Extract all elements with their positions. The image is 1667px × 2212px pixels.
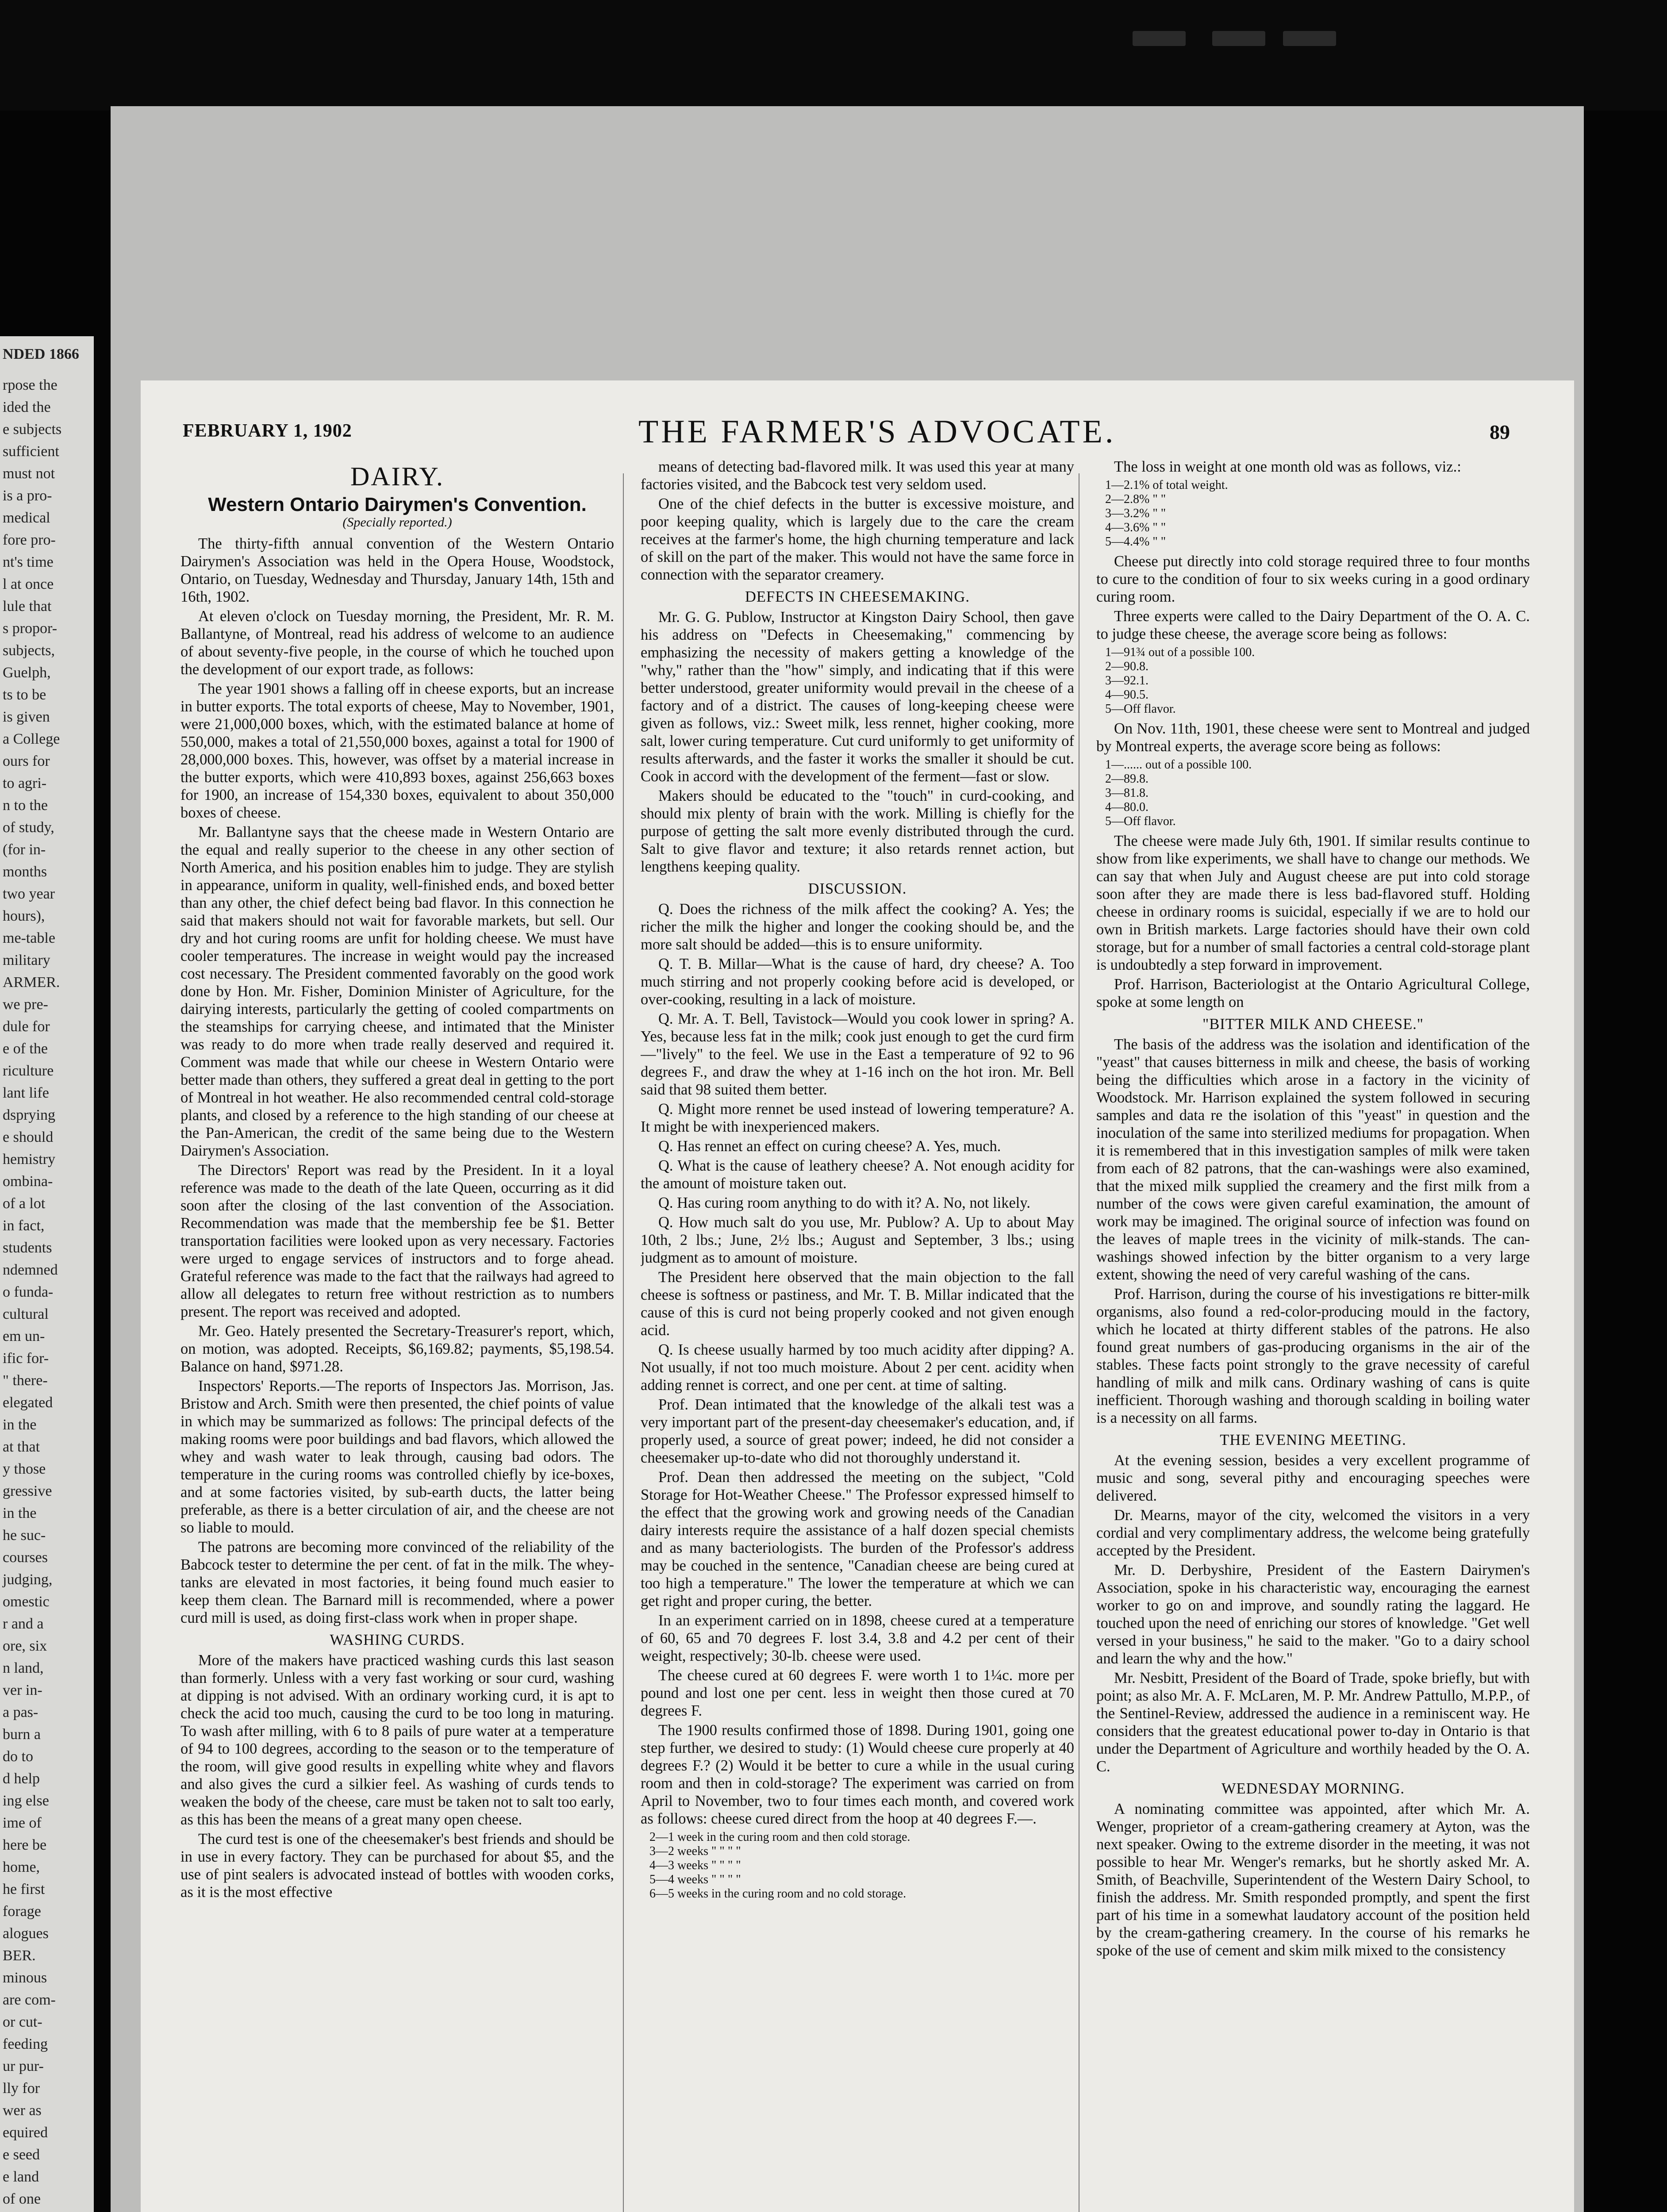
column-2 <box>641 458 1074 2212</box>
strip-line: gressive <box>3 1483 52 1499</box>
table-row: 3—2 weeks " " " " <box>649 1844 741 1858</box>
strip-line: to agri- <box>3 775 47 791</box>
strip-line: cultural <box>3 1306 49 1322</box>
article-paragraph: The cheese were made July 6th, 1901. If similar results continue to show from like experiments, we shall have to change our methods. We can say that when July and August cheese are put into cold storage soon after they are made there is less bad-flavored stuff. Holding cheese in ordinary rooms is suicidal, especially if we are to hold our own in British markets. Large factories should have their own cold storage, but for a number of small factories a central cold-storage plant is undoubtedly a step forward in improvement. <box>1096 833 1530 973</box>
table-row: 3—92.1. <box>1105 674 1148 687</box>
film-sprocket <box>1212 31 1265 46</box>
article-paragraph: Prof. Harrison, Bacteriologist at the Ontario Agricultural College, spoke at some length on <box>1096 976 1530 1010</box>
strip-line: ours for <box>3 753 50 769</box>
article-paragraph: Prof. Harrison, during the course of his investigations re bitter-milk organisms, also found a red-color-producing mould in the factory, which he located at thirty different stables of the patrons. He also found great numbers of gas-producing organisms in the air of the stables. These facts point strongly to the grave necessity of careful handling of milk and milk cans. Ordinary washing of cans is quite inefficient. Thorough washing and thorough scalding in boiling water is a necessity on all farms. <box>1096 1286 1530 1426</box>
strip-line: feeding <box>3 2036 48 2052</box>
strip-line: me-table <box>3 930 55 946</box>
strip-line: riculture <box>3 1063 54 1079</box>
column-1 <box>181 458 614 2212</box>
strip-line: are com- <box>3 1992 56 2008</box>
strip-line: a pas- <box>3 1704 38 1720</box>
article-paragraph: The patrons are becoming more convinced of the reliability of the Babcock tester to determine the per cent. of fat in the milk. The whey-tanks are elevated in most factories, it being found much easier to keep them clean. The Barnard mill is recommended, where a power curd mill is used, as doing first-class work when in proper shape. <box>181 1539 614 1626</box>
article-paragraph: The Directors' Report was read by the President. In it a loyal reference was made to the death of the late Queen, occurring as it did soon after the closing of the last convention of the Association. Recommendation was made that the membership fee be $1. Better transportation facilities were looked upon as very necessary. Factories were urged to engage services of instructors and to forge ahead. Grateful reference was made to the fact that the railways had agreed to allow all delegates to return free without restriction as to numbers present. The report was received and adopted. <box>181 1162 614 1320</box>
article-paragraph: Q. Has curing room anything to do with it? A. No, not likely. <box>658 1194 1031 1211</box>
table-row: 5—Off flavor. <box>1105 814 1176 828</box>
strip-line: home, <box>3 1859 40 1875</box>
article-paragraph: More of the makers have practiced washing curds this last season than formerly. Unless with a very fast working or sour curd, washing at dipping is not advised. With an ordinary working curd, it is apt to check the acid too much, causing the curd to be too long in maturing. To wash after milling, with 6 to 8 pails of pure water at a temperature of 94 to 100 degrees, according to the season or to the temperature of the room, will give good results in expelling white whey and flavors and also gives the curd a silkier feel. As washing of curds tends to weaken the body of the cheese, care must be taken not to salt too early, as this has been the means of a great many open cheese. <box>181 1652 614 1828</box>
table-row: 2—2.8% " " <box>1105 492 1166 506</box>
article-paragraph: Dr. Mearns, mayor of the city, welcomed the visitors in a very cordial and very complimentary address, the welcome being gratefully accepted by the President. <box>1096 1507 1530 1559</box>
strip-line: ndemned <box>3 1262 58 1278</box>
strip-line: ime of <box>3 1815 42 1831</box>
strip-line: equired <box>3 2124 48 2141</box>
strip-line: months <box>3 864 47 880</box>
strip-line: in the <box>3 1417 37 1433</box>
strip-line: (for in- <box>3 841 46 858</box>
table-row: 4—3.6% " " <box>1105 521 1166 534</box>
paragraph-group <box>1096 720 1530 755</box>
strip-line: medical <box>3 510 50 526</box>
issue-date: FEBRUARY 1, 1902 <box>183 421 352 441</box>
page-number: 89 <box>1490 421 1510 443</box>
strip-line: lant life <box>3 1085 49 1101</box>
article-paragraph: Q. Mr. A. T. Bell, Tavistock—Would you cook lower in spring? A. Yes, because less fat in the milk; cook just enough to get the curd firm—"lively" to the feel. We use in the East a temperature of 92 to 96 degrees F., and draw the whey at 1-16 inch on the hot iron. Mr. Bell said that 98 suited them better. <box>641 1010 1074 1098</box>
strip-line: at that <box>3 1439 40 1455</box>
strip-line: lule that <box>3 598 52 614</box>
strip-line: dule for <box>3 1018 50 1035</box>
strip-line: wer as <box>3 2102 42 2119</box>
strip-line: of one <box>3 2191 41 2207</box>
strip-line: alogues <box>3 1925 49 1942</box>
strip-line: two year <box>3 886 55 902</box>
table-row: 5—4 weeks " " " " <box>649 1873 741 1886</box>
film-sprocket <box>1133 31 1186 46</box>
strip-line: d help <box>3 1770 40 1787</box>
column-rule <box>623 473 624 2212</box>
subheading: THE EVENING MEETING. <box>1220 1432 1406 1448</box>
strip-line: Guelph, <box>3 664 51 681</box>
strip-line: we pre- <box>3 996 48 1013</box>
table-row: 2—1 week in the curing room and then cold storage. <box>649 1830 910 1844</box>
article-paragraph: At eleven o'clock on Tuesday morning, the President, Mr. R. M. Ballantyne, of Montreal, read his address of welcome to an audience of about seventy-five people, in the course of which he touched upon the development of our export trade, as follows: <box>181 608 614 678</box>
paragraph-group <box>1096 1036 1530 1427</box>
table-row: 2—89.8. <box>1105 772 1148 786</box>
strip-line: e subjects <box>3 421 62 438</box>
article-paragraph: In an experiment carried on in 1898, cheese cured at a temperature of 60, 65 and 70 degrees F. lost 3.4, 3.8 and 4.2 per cent of their weight, respectively; 30-lb. cheese were used. <box>641 1612 1074 1664</box>
strip-line: in fact, <box>3 1217 45 1234</box>
strip-line: ing else <box>3 1793 49 1809</box>
strip-line: here be <box>3 1837 47 1853</box>
article-paragraph: Q. T. B. Millar—What is the cause of hard, dry cheese? A. Too much stirring and not properly cooking before acid is developed, or over-cooking, resulting in a lack of moisture. <box>641 956 1074 1008</box>
paragraph-group <box>641 608 1074 876</box>
table-row: 5—Off flavor. <box>1105 702 1176 716</box>
article-paragraph: The cheese cured at 60 degrees F. were worth 1 to 1¼c. more per pound and lost one per cent. less in weight then those cured at 70 degrees F. <box>641 1667 1074 1719</box>
strip-line: em un- <box>3 1328 45 1344</box>
strip-line: fore pro- <box>3 532 56 548</box>
strip-line: l at once <box>3 576 54 592</box>
strip-line: subjects, <box>3 642 55 659</box>
table-row: 3—3.2% " " <box>1105 507 1166 520</box>
strip-line: o funda- <box>3 1284 54 1300</box>
strip-line: ific for- <box>3 1350 49 1367</box>
page-header <box>183 414 1519 450</box>
paragraph-group <box>641 458 1074 584</box>
strip-line: ur pur- <box>3 2058 44 2074</box>
strip-line: in the <box>3 1505 37 1521</box>
strip-line: is given <box>3 709 50 725</box>
article-paragraph: Mr. Nesbitt, President of the Board of Trade, spoke briefly, but with point; as also Mr. A. F. McLaren, M. P. Mr. Andrew Pattullo, M.P.P., of the Sentinel-Review, addressed the audience in a reminiscent way. He considers that the greatest educational power to-day in Ontario is that under the Department of Agriculture and worthily headed by the O. A. C. <box>1096 1670 1530 1775</box>
strip-line: dsprying <box>3 1107 55 1123</box>
article-paragraph: The thirty-fifth annual convention of the Western Ontario Dairymen's Association was held in the Opera House, Woodstock, Ontario, on Tuesday, Wednesday and Thursday, January 14th, 15th and 16th, 1902. <box>181 535 614 605</box>
table-row: 6—5 weeks in the curing room and no cold storage. <box>649 1887 906 1901</box>
article-title: Western Ontario Dairymen's Convention. <box>208 494 587 515</box>
strip-line: ombina- <box>3 1173 53 1190</box>
table-row: 1—2.1% of total weight. <box>1105 478 1228 492</box>
strip-line: e seed <box>3 2147 40 2163</box>
article-paragraph: Cheese put directly into cold storage required three to four months to cure to the condition of four to six weeks curing in a good ordinary curing room. <box>1096 553 1530 605</box>
column-3 <box>1096 458 1530 2212</box>
subheading: "BITTER MILK AND CHEESE." <box>1202 1016 1424 1033</box>
strip-header: NDED 1866 <box>3 346 79 362</box>
paragraph-group <box>1096 458 1530 476</box>
strip-line: courses <box>3 1549 48 1566</box>
strip-line: e land <box>3 2169 39 2185</box>
table-row: 4—80.0. <box>1105 800 1148 814</box>
strip-line: hemistry <box>3 1151 55 1167</box>
strip-line: ARMER. <box>3 974 60 991</box>
table-row: 2—90.8. <box>1105 660 1148 673</box>
strip-line: r and a <box>3 1616 44 1632</box>
strip-line: ts to be <box>3 687 46 703</box>
article-paragraph: Mr. Geo. Hately presented the Secretary-Treasurer's report, which, on motion, was adopted. Receipts, $6,169.82; payments, $5,198.54. Balance on hand, $971.28. <box>181 1323 614 1375</box>
article-paragraph: Q. How much salt do you use, Mr. Publow? A. Up to about May 10th, 2 lbs.; June, 2½ lbs.; August and September, 3 lbs.; using judgment as to amount of moisture. <box>641 1214 1074 1266</box>
paragraph-group <box>181 535 614 1627</box>
strip-line: he suc- <box>3 1527 46 1544</box>
strip-line: BER. <box>3 1947 36 1964</box>
strip-line: elegated <box>3 1394 53 1411</box>
article-paragraph: Mr. G. G. Publow, Instructor at Kingston Dairy School, then gave his address on "Defects in Cheesemaking," commencing by emphasizing the necessity of makers getting a knowledge of the "why," rather than the "how" simply, and indicating that if this were better understood, greater uniformity would prevail in the cheese of a factory and of a district. The causes of long-keeping cheese were given as follows, viz.: Sweet milk, less rennet, higher cooking, more salt, lower curing temperature. Cut curd uniformly to get uniformity of results afterwards, and the faster it works the smaller it should be cut. Cook in accord with the development of the ferment—fast or slow. <box>641 609 1074 785</box>
strip-line: is a pro- <box>3 488 52 504</box>
strip-line: ore, six <box>3 1638 47 1654</box>
article-paragraph: Three experts were called to the Dairy Department of the O. A. C. to judge these cheese, the average score being as follows: <box>1096 608 1530 642</box>
strip-line: students <box>3 1240 52 1256</box>
strip-line: omestic <box>3 1594 50 1610</box>
strip-line: e of the <box>3 1041 48 1057</box>
strip-line: do to <box>3 1748 33 1765</box>
strip-line: of a lot <box>3 1195 46 1212</box>
film-sprocket <box>1283 31 1336 46</box>
paragraph-group <box>641 900 1074 1828</box>
table-row: 1—...... out of a possible 100. <box>1105 758 1252 772</box>
strip-line: ided the <box>3 399 51 415</box>
article-paragraph: Q. Is cheese usually harmed by too much acidity after dipping? A. Not usually, if not too much moisture. About 2 per cent. acidity when adding rennet is correct, and one per cent. at time of salting. <box>641 1341 1074 1394</box>
article-paragraph: Makers should be educated to the "touch" in curd-cooking, and should mix plenty of brain with the work. Milling is chiefly for the purpose of getting the salt more evenly distributed through the curd. Salt to give flavor and texture; it also retards rennet action, but lengthens keeping quality. <box>641 787 1074 875</box>
strip-line: or cut- <box>3 2014 42 2030</box>
article-paragraph: One of the chief defects in the butter is excessive moisture, and poor keeping quality, which is largely due to the care the cream receives at the farmer's home, the high churning temperature and lack of skill on the part of the maker. This would not have the same force in connection with the separator creamery. <box>641 495 1074 583</box>
paragraph-group <box>1096 553 1530 643</box>
film-border-top <box>0 0 1667 111</box>
strip-line: " there- <box>3 1372 48 1389</box>
section-heading: DAIRY. <box>350 462 444 491</box>
strip-line: n land, <box>3 1660 44 1676</box>
subheading: WEDNESDAY MORNING. <box>1221 1780 1405 1797</box>
weight-loss-list <box>1096 478 1530 549</box>
strip-line: e should <box>3 1129 54 1145</box>
paragraph-group <box>1096 832 1530 1011</box>
strip-line: y those <box>3 1461 46 1477</box>
paragraph-group <box>181 1651 614 1901</box>
article-paragraph: At the evening session, besides a very excellent programme of music and song, several pithy and encouraging speeches were delivered. <box>1096 1452 1530 1504</box>
article-paragraph: The loss in weight at one month old was as follows, viz.: <box>1114 458 1461 475</box>
article-paragraph: Mr. Ballantyne says that the cheese made in Western Ontario are the equal and really superior to the cheese in any other section of North America, and his position enables him to judge. They are stylish in appearance, uniform in quality, well-finished ends, and boxed better than any other, the chief defect being bad flavor. In this connection he said that makers should not wait for favorable markets, but sell. Our dry and hot curing rooms are unfit for holding cheese. We must have cooler temperatures. The increase in weight would pay the increased cost necessary. The President commented favorably on the good work done by Hon. Mr. Fisher, Dominion Minister of Agriculture, for the dairying interests, particularly the getting of cooled compartments on the steamships for carrying cheese, and intimated that the Minister was ready to do more when trade really deserved and required it. Comment was made that while our cheese in Western Ontario were better made than others, they suffered a great deal in getting to the port of Montreal in hot weather. He also recommended central cold-storage plants, and closed by a reference to the high standing of our cheese at the Pan-American, the credit of the same being due to the Western Dairymen's Association. <box>181 824 614 1159</box>
article-paragraph: Q. Does the richness of the milk affect the cooking? A. Yes; the richer the milk the higher and longer the cooking should be, and the more salt should be added—this is to ensure uniformity. <box>641 901 1074 953</box>
article-paragraph: The basis of the address was the isolation and identification of the "yeast" that causes bitterness in milk and cheese, the basis of working being the difficulties which arose in a factory in the vicinity of Woodstock. Mr. Harrison explained the system followed in securing samples and data re the isolation of this "yeast" in question and the inoculation of the same into sterilized mediums for propagation. When it is remembered that in this investigation samples of milk were taken from each of 82 patrons, that the can-washings were also examined, that the mixed milk supplied the creamery and the first milk from a number of the cows were given careful examination, the amount of work may be imagined. The original source of infection was found on the leaves of maple trees in the vicinity of milk-stands. The can-washings showed infection by the bitter organism to a very large extent, showing the need of very careful washing of the cans. <box>1096 1036 1530 1283</box>
article-paragraph: Prof. Dean then addressed the meeting on the subject, "Cold Storage for Hot-Weather Cheese." The Professor expressed himself to the effect that the growing work and growing needs of the Canadian dairy interests require the assistance of a half dozen special chemists and as many bacteriologists. The burden of the Professor's address may be couched in the sentence, "Canadian cheese are being cured at too high a temperature." The lower the temperature at which we can get right and proper curing, the better. <box>641 1469 1074 1609</box>
article-paragraph: The curd test is one of the cheesemaker's best friends and should be in use in every factory. They can be purchased for about $5, and the use of pint sealers is advocated instead of bottles with wooden corks, as it is the most effective <box>181 1831 614 1901</box>
paragraph-group <box>1096 1800 1530 1959</box>
publication-title: THE FARMER'S ADVOCATE. <box>638 414 1116 450</box>
table-row: 1—91¾ out of a possible 100. <box>1105 645 1255 659</box>
strip-line: burn a <box>3 1726 41 1743</box>
table-row: 4—90.5. <box>1105 688 1148 702</box>
article-paragraph: The 1900 results confirmed those of 1898. During 1901, going one step further, we desired to study: (1) Would cheese cure properly at 40 degrees F.? (2) Would it be better to cure a while in the usual curing room and then in cold-storage? The experiment was carried on from April to November, two to four times each month, and covered work as follows: cheese cured direct from the hoop at 40 degrees F.—. <box>641 1722 1074 1827</box>
strip-line: rpose the <box>3 377 58 393</box>
subheading: DEFECTS IN CHEESEMAKING. <box>745 588 970 605</box>
strip-line: nt's time <box>3 554 54 570</box>
table-row: 4—3 weeks " " " " <box>649 1859 741 1872</box>
strip-line: he first <box>3 1881 45 1897</box>
adjacent-page-strip <box>0 336 94 2212</box>
strip-line: sufficient <box>3 443 59 460</box>
article-paragraph: means of detecting bad-flavored milk. It was used this year at many factories visited, and the Babcock test very seldom used. <box>641 458 1074 493</box>
article-paragraph: Q. Has rennet an effect on curing cheese? A. Yes, much. <box>658 1138 1001 1155</box>
article-paragraph: The President here observed that the main objection to the fall cheese is softness or pastiness, and Mr. T. B. Millar indicated that the cause of this is curd not being properly cooked and not given enough acid. <box>641 1269 1074 1339</box>
article-paragraph: A nominating committee was appointed, after which Mr. A. Wenger, proprietor of a cream-gathering creamery at Ayton, was the next speaker. Owing to the extreme disorder in the meeting, it was not possible to hear Mr. Wenger's remarks, but he shortly asked Mr. A. Smith, of Beachville, Superintendent of the Western Dairy School, to finish the address. Mr. Smith responded promptly, and spent the first part of his time in a somewhat laudatory account of the position held by the cream-gathering creamery. In the course of his remarks he spoke of the use of cement and skim milk mixed to the consistency <box>1096 1801 1530 1959</box>
strip-line: must not <box>3 465 55 482</box>
paragraph-group <box>1096 1452 1530 1775</box>
byline: (Specially reported.) <box>342 515 452 530</box>
subheading: WASHING CURDS. <box>330 1632 465 1648</box>
table-row: 5—4.4% " " <box>1105 535 1166 549</box>
strip-line: military <box>3 952 50 968</box>
strip-line: a College <box>3 731 60 747</box>
strip-line: hours), <box>3 908 45 924</box>
strip-line: lly for <box>3 2080 40 2097</box>
table-row: 3—81.8. <box>1105 786 1148 800</box>
strip-line: s propor- <box>3 620 58 637</box>
strip-line: minous <box>3 1970 47 1986</box>
score-list-oac <box>1096 645 1530 716</box>
score-list-montreal <box>1096 758 1530 829</box>
article-paragraph: Prof. Dean intimated that the knowledge of the alkali test was a very important part of the present-day cheesemaker's education, and, if properly used, a source of great power; indeed, he did not consider a cheesemaker up-to-date who did not thoroughly understand it. <box>641 1396 1074 1466</box>
article-paragraph: Q. Might more rennet be used instead of lowering temperature? A. It might be with inexperienced makers. <box>641 1101 1074 1135</box>
article-paragraph: On Nov. 11th, 1901, these cheese were sent to Montreal and judged by Montreal experts, the average score being as follows: <box>1096 720 1530 755</box>
strip-line: ver in- <box>3 1682 42 1698</box>
strip-line: n to the <box>3 797 48 814</box>
strip-line: judging, <box>3 1571 53 1588</box>
experiment-list <box>641 1830 1074 1901</box>
strip-line: forage <box>3 1903 41 1920</box>
strip-line: of study, <box>3 819 54 836</box>
article-paragraph: Mr. D. Derbyshire, President of the Eastern Dairymen's Association, spoke in his characteristic way, encouraging the earnest worker to go on and improve, and soundly rating the laggard. He touched upon the need of enriching our stores of knowledge. "Get well versed in your business," he said to the maker. "Go to a dairy school and learn the why and the how." <box>1096 1562 1530 1667</box>
article-paragraph: The year 1901 shows a falling off in cheese exports, but an increase in butter exports. The total exports of cheese, May to November, 1901, were 21,000,000 boxes, which, with the estimated balance at home of 550,000, makes a total of 21,550,000 boxes, against a total for 1900 of 28,000,000 boxes. This, however, was offset by a material increase in the butter exports, which were 410,893 boxes, against 256,663 boxes for 1900, an increase of 154,330 boxes, equivalent to about 350,000 boxes of cheese. <box>181 680 614 821</box>
subheading: DISCUSSION. <box>808 880 907 897</box>
article-paragraph: Q. What is the cause of leathery cheese? A. Not enough acidity for the amount of moisture taken out. <box>641 1157 1074 1192</box>
newspaper-page <box>141 380 1574 2212</box>
article-paragraph: Inspectors' Reports.—The reports of Inspectors Jas. Morrison, Jas. Bristow and Arch. Smith were then presented, the chief points of value in which may be summarized as follows: The principal defects of the making rooms were poor buildings and bad flavors, which allowed the whey and wash water to leak through, causing bad odors. The temperature in the curing rooms was controlled chiefly by ice-boxes, and at some factories visited, by sub-earth ducts, the latter being preferable, as there is a better circulation of air, and the cheese are not so liable to mould. <box>181 1378 614 1536</box>
